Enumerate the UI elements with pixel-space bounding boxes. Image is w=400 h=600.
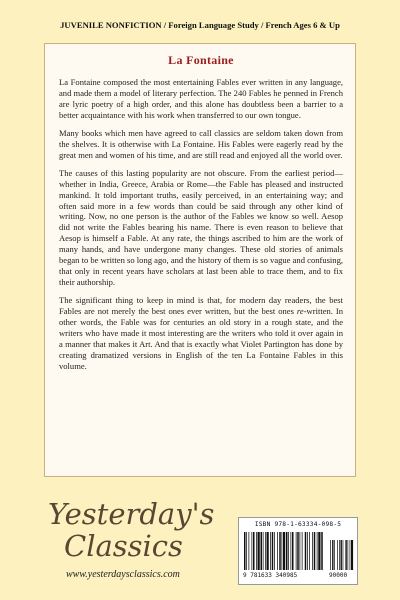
description-panel [44,43,356,477]
price-bar [341,540,342,570]
paragraph-4 [59,295,343,372]
price-code: 90000 [329,572,348,579]
barcode-bar [263,532,264,570]
price-bar [343,540,344,570]
barcode-bar [252,532,253,570]
barcode-bar [246,532,247,570]
barcode-bar [305,532,307,570]
barcode-bar [282,532,283,570]
barcode-bar [309,532,310,570]
isbn-number: ISBN 978-1-63334-098-5 [254,521,342,528]
paragraph-4-emphasis: re [296,306,304,317]
barcode-bar [307,532,308,570]
publisher-logo-line2: Classics [64,529,183,563]
price-bar [330,540,331,570]
barcode-bar [283,532,285,570]
barcode-bar [270,532,271,570]
publisher-logo-line1: Yesterday's [48,497,215,531]
barcode-bar [292,532,294,570]
ean-digits: 9 781633 340985 [243,572,298,579]
barcode-bar [318,532,320,570]
price-bar [334,540,335,570]
category-line: JUVENILE NONFICTION / Foreign Language Study / French Ages 6 & Up [60,20,340,30]
barcode-bar [279,532,281,570]
barcode-bar [256,532,257,570]
barcode-bar [291,532,292,570]
barcode-bar [267,532,269,570]
price-bar [350,540,351,570]
price-bar [351,540,353,570]
barcode-bar [261,532,263,570]
paragraph-3: The causes of this lasting popularity are not obscure. From the earliest period—whether in India, Greece, Arabia or Rome—the Fable has pleased and instructed mankind. It told important truths, easily perceived, in an entertaining way; and often said more in a few words than could be said through any other kind of writing. Now, no one person is the author of the Fables we know so well. Aesop did not write the Fables bearing his name. There is even reason to believe that Aesop is himself a Fable. At any rate, the things ascribed to him are the work of many hands, and have undergone many changes. These old stories of animals began to be written so long ago, and the history of them is so vague and confusing, that only in recent years have scholars at last been able to trace them, and to fix their authorship. [59,167,343,288]
barcode-bar [321,532,323,570]
barcode-bar [297,532,299,570]
book-title: La Fontaine [168,53,234,67]
barcode-bar [317,532,318,570]
price-bar [345,540,346,570]
paragraph-2: Many books which men have agreed to call classics are seldom taken down from the shelves. It is otherwise with La Fontaine. His Fables were eagerly read by the great men and women of his time, and are still read and enjoyed all the world over. [59,127,343,160]
barcode-bar [300,532,301,570]
barcode-bar [265,532,266,570]
barcode-bar [296,532,297,570]
barcode-bar [277,532,278,570]
barcode-bar [258,532,260,570]
barcode-bar [249,532,250,570]
barcode-bar [302,532,303,570]
barcode-bar [312,532,313,570]
publisher-website[interactable]: www.yesterdaysclassics.com [66,569,180,580]
isbn-barcode [238,517,358,585]
price-bar [348,540,349,570]
paragraph-4-part2: -written. In other words, the Fable was for centuries an old story in a rough state, and the writers who have made it most interesting are the writers who told it over again in a manner that makes it Art. And that is exactly what Violet Partington has done by creating dramatized versions in English of the ten La Fontaine Fables in this volume. [59,306,343,371]
publisher-logo [40,498,250,562]
barcode-bar [253,532,255,570]
price-bar [337,540,338,570]
barcode-bar [314,532,316,570]
barcode-bar [244,532,246,570]
barcode-bar [288,532,289,570]
paragraph-4-part1: The significant thing to keep in mind is that, for modern day readers, the best Fables are not merely the best ones ever written, but the best ones [59,295,343,317]
price-bar [339,540,340,570]
barcode-bar [286,532,288,570]
price-bar [332,540,333,570]
barcode-bar [274,532,275,570]
paragraph-1: La Fontaine composed the most entertaining Fables ever written in any language, and made them a model of literary perfection. The 240 Fables he penned in French are lyric poetry of a high order, and this alone has doubtless been a barrier to a better acquaintance with his work when transferred to our own tongue. [59,77,343,120]
barcode-bar [272,532,274,570]
barcode-bars [244,532,354,572]
